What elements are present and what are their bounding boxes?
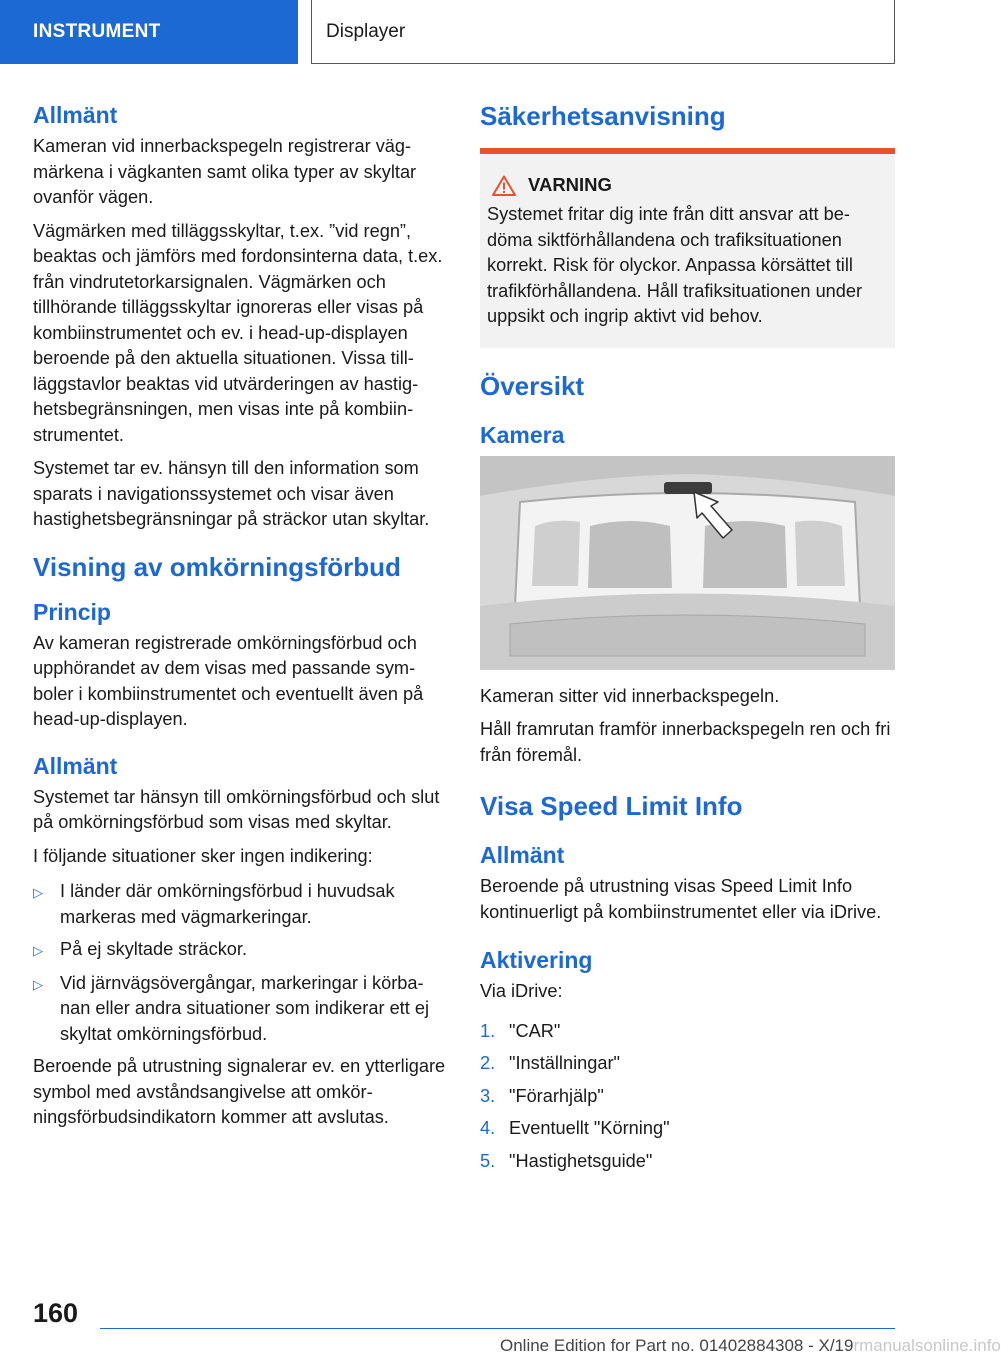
paragraph: Systemet tar hänsyn till omkörningsförbud och slut på omkörningsförbud som visas med skyltar. <box>33 786 440 832</box>
triangle-bullet-icon: ▷ <box>33 885 43 900</box>
step-number: 4. <box>480 1118 496 1138</box>
footer-divider <box>100 1328 895 1329</box>
heading-princip: Princip <box>33 598 111 625</box>
list-item <box>480 1084 895 1110</box>
warning-title <box>492 174 887 196</box>
heading-oversikt: Översikt <box>480 370 585 401</box>
warning-box <box>480 148 895 348</box>
step-number: 5. <box>480 1150 496 1171</box>
heading-aktivering: Aktivering <box>480 947 593 973</box>
list-item-text: I länder där omkörningsförbud i huvudsak markeras med vägmarkeringar. <box>60 881 395 927</box>
camera-location-image <box>480 456 895 670</box>
heading-allmant: Allmänt <box>33 102 118 128</box>
list-item-text: Vid järnvägsövergångar, markeringar i körbanan eller andra situationer som indikerar ett ej skyltat omkörningsförbud. <box>60 972 429 1044</box>
watermark-text: rmanualsonline.info <box>853 1336 1001 1355</box>
steps-list <box>480 1019 895 1175</box>
warning-label: VARNING <box>528 174 612 195</box>
bullet-list <box>33 879 447 1047</box>
heading-sakerhet: Säkerhetsanvisning <box>480 101 726 131</box>
step-text: "Inställningar" <box>509 1053 620 1073</box>
list-item <box>480 1149 895 1175</box>
step-text: "CAR" <box>509 1020 561 1041</box>
list-item <box>480 1116 895 1142</box>
heading-speed-limit: Visa Speed Limit Info <box>480 791 743 821</box>
footer-edition <box>500 1336 1001 1356</box>
page-number: 160 <box>33 1298 79 1328</box>
step-text: "Förarhjälp" <box>509 1085 604 1106</box>
list-item-text: På ej skyltade sträckor. <box>60 939 248 959</box>
left-column <box>33 100 447 1139</box>
paragraph: Vägmärken med tilläggsskyltar, t.ex. ”vid regn”, beaktas och jämförs med fordonsinterna data, t.ex. från vindrutetorkarsignalen. Vägmärken och tillhörande tilläggsskyltar ignoreras eller visas på kombiinstrumentet och ev. i head-up-displayen beroende på den aktuella situationen. Vissa tillläggstavlor beaktas vid utvärderingen av hastighetsbegränsningen, men visas inte på kombiinstrumentet. <box>33 220 443 445</box>
paragraph: Via iDrive: <box>480 981 563 1001</box>
triangle-bullet-icon: ▷ <box>33 976 43 992</box>
step-text: "Hastighetsguide" <box>509 1150 653 1171</box>
list-item <box>480 1051 895 1077</box>
section-header <box>311 0 895 64</box>
heading-allmant: Allmänt <box>480 842 565 868</box>
list-item <box>33 937 447 964</box>
paragraph: Av kameran registrerade omkörningsförbud och upphörandet av dem visas med passande symboler i kombiinstrumentet och eventuellt även på head-up-displayen. <box>33 632 424 729</box>
paragraph: Håll framrutan framför innerbackspegeln ren och fri från föremål. <box>480 719 891 765</box>
step-text: Eventuellt "Körning" <box>509 1118 670 1138</box>
chapter-label: INSTRUMENT <box>33 21 161 42</box>
chapter-tab <box>0 0 298 64</box>
edition-text: Online Edition for Part no. 01402884308 - X/19 <box>500 1336 854 1355</box>
paragraph: Beroende på utrustning visas Speed Limit Info kontinuerligt på kombiinstrumentet eller via iDrive. <box>480 876 882 922</box>
step-number: 2. <box>480 1053 496 1073</box>
warning-triangle-icon <box>492 175 516 196</box>
heading-allmant: Allmänt <box>33 752 118 779</box>
paragraph: Beroende på utrustning signalerar ev. en ytterligare symbol med avståndsangivelse att omkörningsförbudsindikatorn kommer att avslutas. <box>33 1056 446 1127</box>
heading-kamera: Kamera <box>480 421 565 448</box>
step-number: 3. <box>480 1085 496 1106</box>
list-item <box>33 971 447 1048</box>
paragraph: Kameran sitter vid innerbackspegeln. <box>480 685 780 706</box>
paragraph: Systemet tar ev. hänsyn till den information som sparats i navigationssystemet och visar även hastighetsbegränsningar på sträckor utan skyltar. <box>33 458 430 529</box>
step-number: 1. <box>480 1020 496 1041</box>
list-item <box>480 1019 895 1045</box>
warning-text: Systemet fritar dig inte från ditt ansvar att bedöma siktförhållandena och trafiksituationen korrekt. Risk för olyckor. Anpassa körsättet till trafikförhållandena. Håll trafiksituationen under uppsikt och ingrip aktivt vid behov. <box>487 204 863 326</box>
heading-visning: Visning av omkörningsförbud <box>33 551 401 582</box>
triangle-bullet-icon: ▷ <box>33 943 43 958</box>
right-column <box>480 100 895 1181</box>
paragraph: I följande situationer sker ingen indikering: <box>33 845 373 866</box>
section-title: Displayer <box>326 20 406 42</box>
paragraph: Kameran vid innerbackspegeln registrerar vägmärkena i vägkanten samt olika typer av skyltar ovanför vägen. <box>33 136 417 207</box>
list-item <box>33 879 447 930</box>
